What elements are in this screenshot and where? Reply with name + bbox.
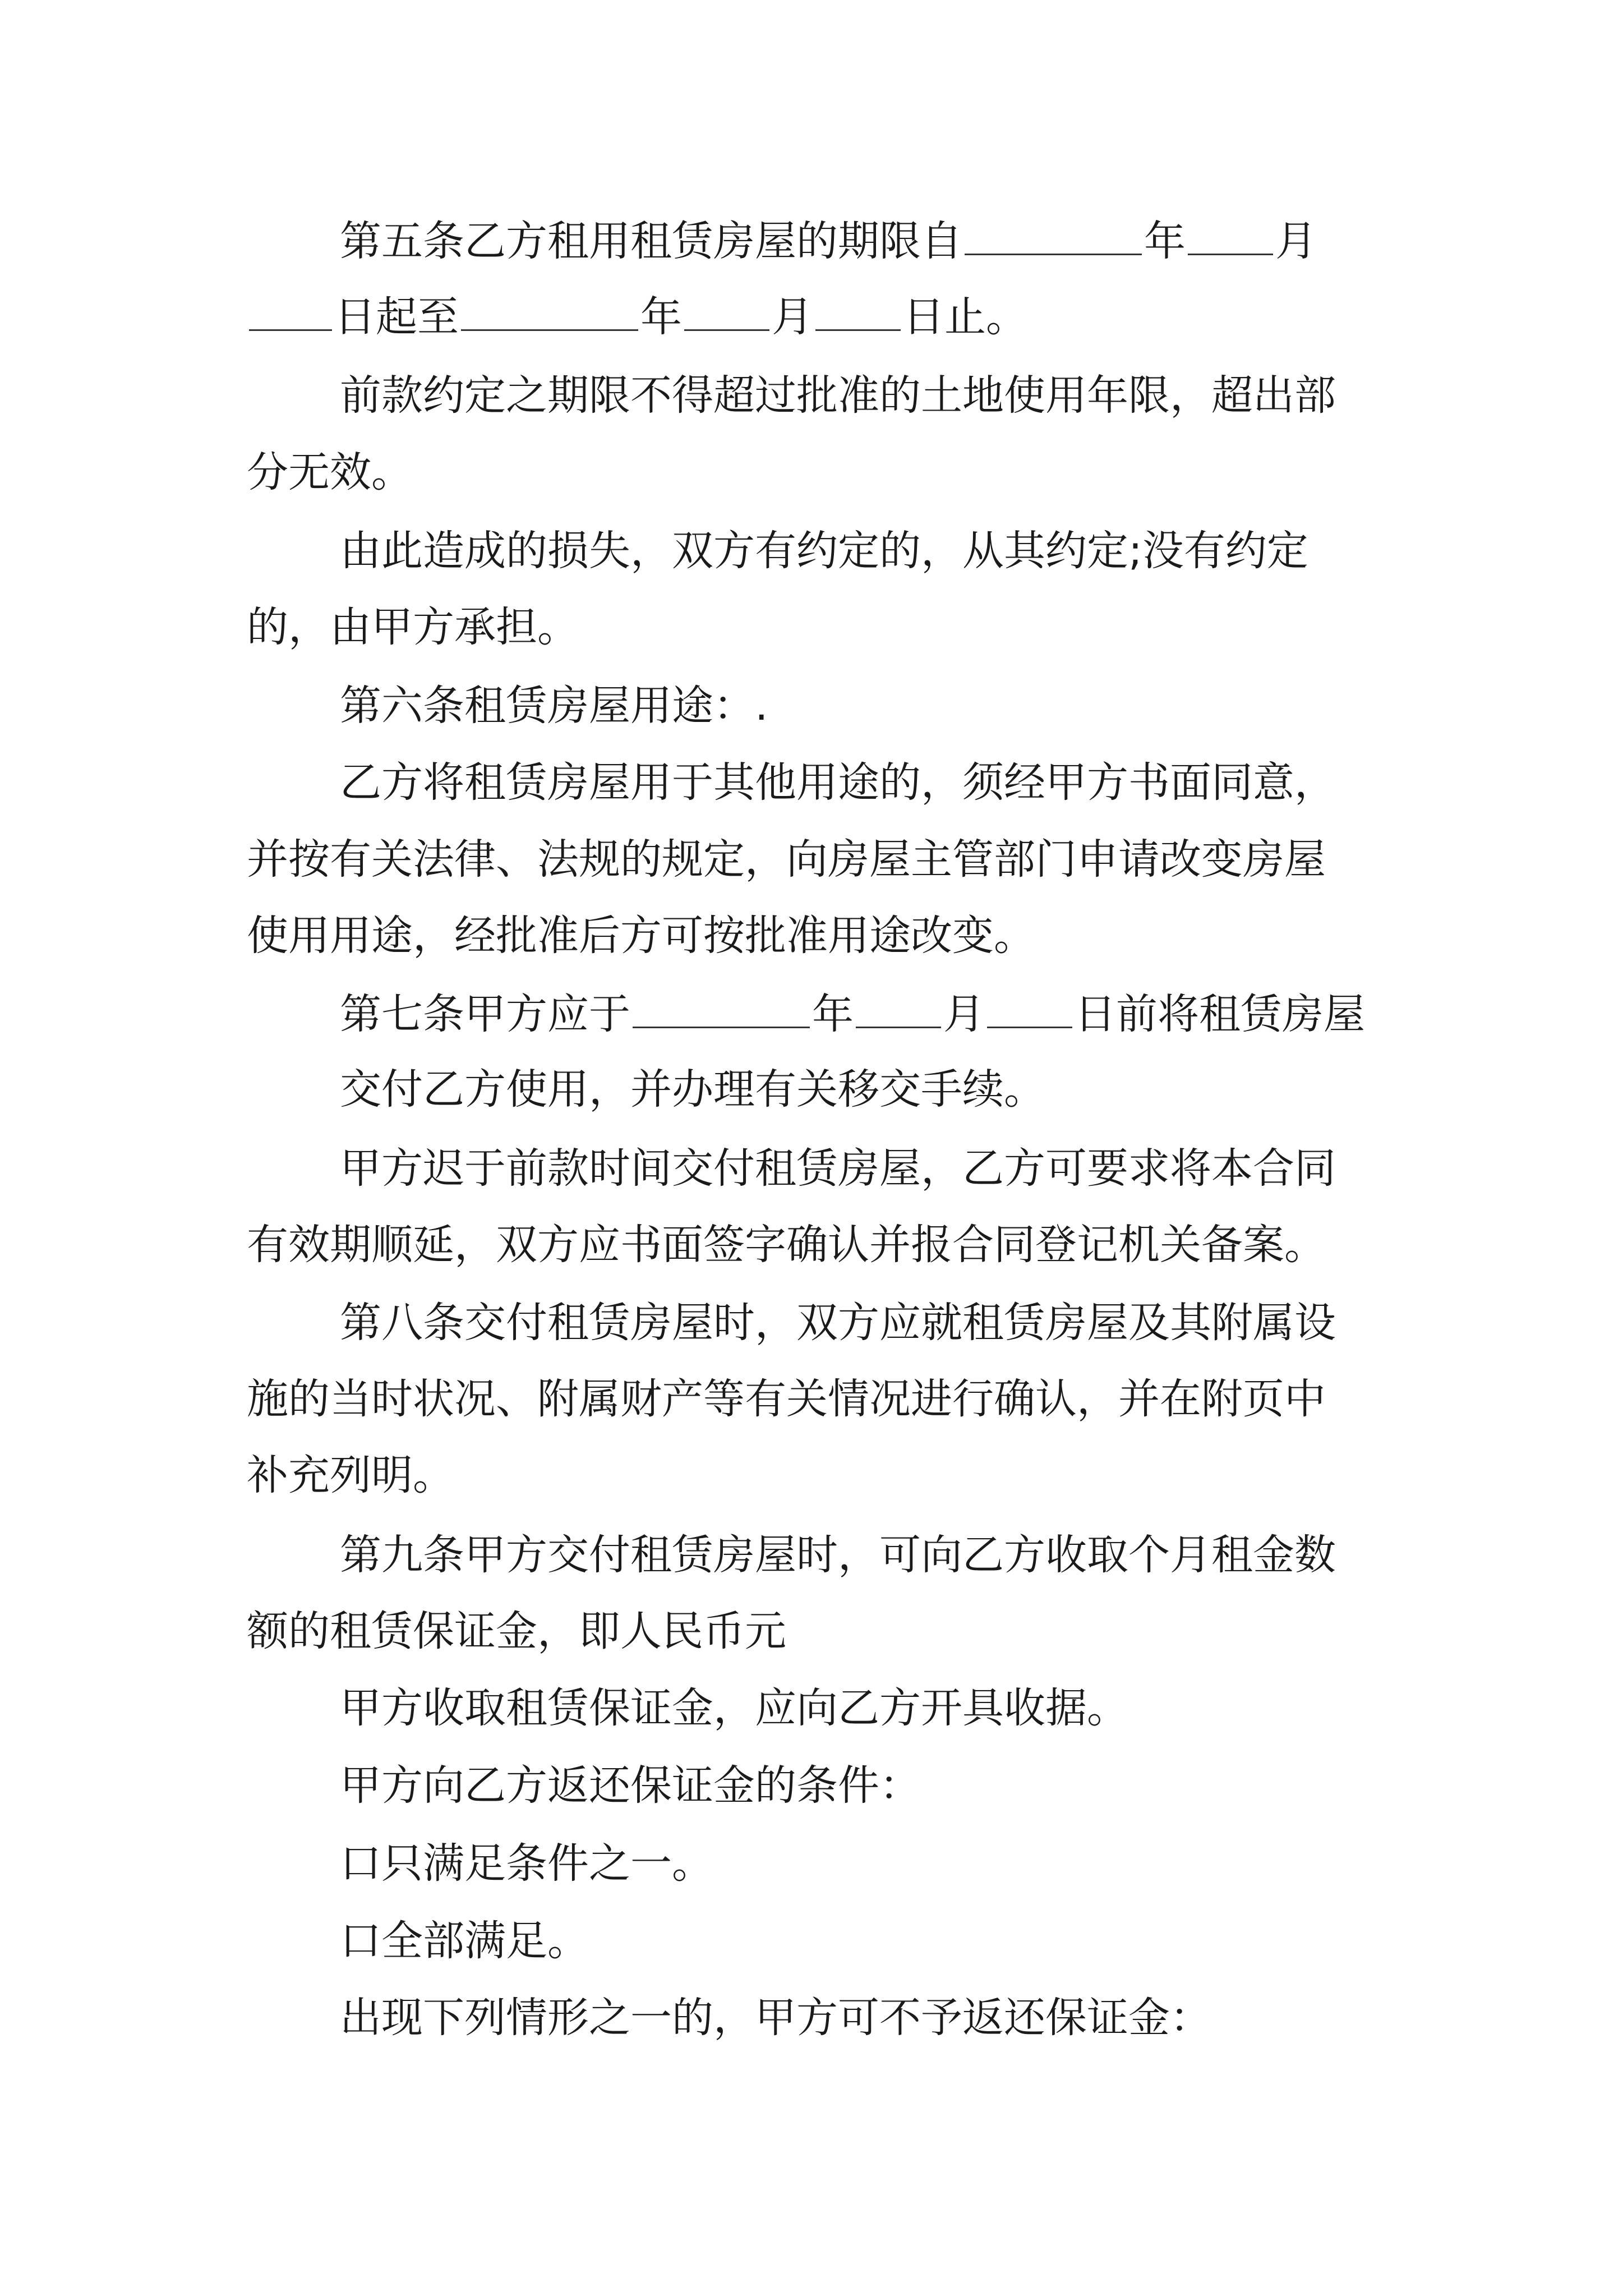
paragraph-line: 第八条交付租赁房屋时，双方应就租赁房屋及其附属设 — [340, 1299, 1336, 1347]
blank-month — [1188, 254, 1273, 255]
paragraph-line: 有效期顺延，双方应书面签字确认并报合同登记机关备案。 — [247, 1221, 1326, 1269]
paragraph-line: 甲方向乙方返还保证金的条件： — [340, 1761, 921, 1810]
paragraph-line: 并按有关法律、法规的规定，向房屋主管部门申请改变房屋 — [247, 835, 1326, 884]
option-line: 口只满足条件之一。 — [340, 1839, 713, 1888]
paragraph-line: 补充列明。 — [247, 1451, 454, 1499]
paragraph-line: 第九条甲方交付租赁房屋时，可向乙方收取个月租金数 — [340, 1531, 1336, 1579]
paragraph-line: 出现下列情形之一的，甲方可不予返还保证金： — [340, 1994, 1211, 2042]
blank-day — [815, 329, 901, 331]
text-segment: 年 — [640, 293, 682, 341]
text-segment: 日止。 — [903, 293, 1027, 341]
article5-line1 — [340, 199, 1623, 283]
blank-year — [633, 1027, 810, 1028]
paragraph-line: 前款约定之期限不得超过批准的土地使用年限，超出部 — [340, 371, 1336, 420]
paragraph-line: 的，由甲方承担。 — [247, 603, 579, 651]
paragraph-line: 额的租赁保证金，即人民币元 — [247, 1607, 786, 1655]
paragraph-line: 交付乙方使用，并办理有关移交手续。 — [340, 1065, 1045, 1114]
text-segment: 月 — [943, 990, 985, 1038]
text-segment: 日起至 — [334, 293, 459, 341]
text-segment: 第五条乙方租用租赁房屋的期限自 — [340, 217, 962, 265]
text-segment: 第七条甲方应于 — [340, 990, 630, 1038]
blank-day — [249, 329, 332, 331]
paragraph-line: 甲方迟于前款时间交付租赁房屋，乙方可要求将本合同 — [340, 1144, 1336, 1193]
article5-line2 — [247, 275, 1623, 359]
text-segment: 年 — [812, 990, 854, 1038]
paragraph-line: 由此造成的损失，双方有约定的，从其约定;没有约定 — [340, 527, 1308, 575]
article6-heading: 第六条租赁房屋用途：. — [340, 682, 768, 730]
paragraph-line: 使用用途，经批准后方可按批准用途改变。 — [247, 912, 1035, 960]
paragraph-line: 施的当时状况、附属财产等有关情况进行确认，并在附页中 — [247, 1375, 1326, 1423]
paragraph-line: 分无效。 — [247, 448, 413, 496]
text-segment: 月 — [772, 293, 813, 341]
text-segment: 年 — [1144, 217, 1186, 265]
paragraph-line: 甲方收取租赁保证金，应向乙方开具收据。 — [340, 1684, 1128, 1732]
option-line: 口全部满足。 — [340, 1917, 589, 1965]
blank-day — [987, 1027, 1072, 1028]
text-segment: 月 — [1275, 217, 1317, 265]
paragraph-line: 乙方将租赁房屋用于其他用途的，须经甲方书面同意， — [340, 758, 1336, 807]
article7-line1 — [340, 972, 1623, 1056]
blank-month — [684, 329, 769, 331]
blank-year — [461, 329, 638, 331]
blank-year — [965, 254, 1142, 255]
blank-month — [856, 1027, 941, 1028]
text-segment: 日前将租赁房屋 — [1075, 990, 1365, 1038]
